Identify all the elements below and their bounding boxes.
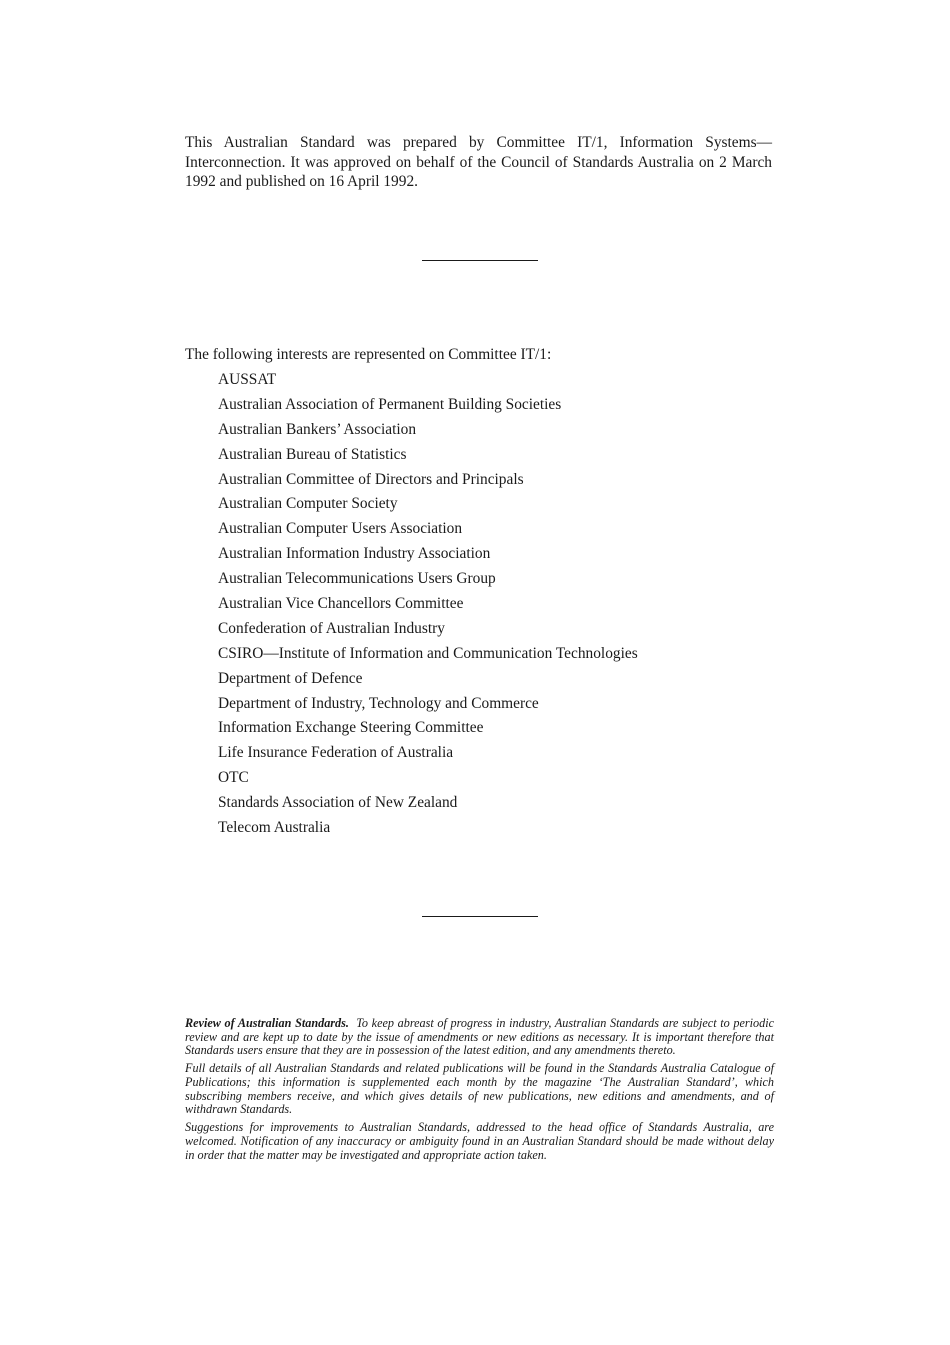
member-item: Department of Industry, Technology and Commerce: [218, 694, 539, 712]
member-item: CSIRO—Institute of Information and Communication Technologies: [218, 644, 638, 662]
member-item: AUSSAT: [218, 371, 277, 388]
member-item: Australian Computer Society: [218, 495, 398, 513]
member-item: Standards Association of New Zealand: [218, 794, 458, 812]
member-item: Telecom Australia: [218, 819, 331, 837]
section-divider-top: [422, 260, 538, 261]
member-item: Australian Vice Chancellors Committee: [218, 595, 464, 613]
member-item: Australian Bankers’ Association: [218, 420, 417, 438]
review-note-title: Review of Australian Standards.: [185, 1016, 349, 1030]
member-item: Australian Computer Users Association: [218, 520, 463, 538]
member-item: Department of Defence: [218, 669, 363, 687]
suggestions-note: Suggestions for improvements to Australian Standards, addressed to the head office of Standards Australia, are welcomed. Notification of any inaccuracy or ambiguity found in an Australian Standard should be made without delay in order that the matter may be investigated and appropriate action taken.: [185, 1120, 774, 1162]
section-divider-bottom: [422, 916, 538, 917]
member-item: OTC: [218, 769, 249, 787]
standards-notes: [185, 1017, 774, 1167]
member-item: Australian Committee of Directors and Principals: [218, 470, 524, 488]
member-item: Australian Association of Permanent Building Societies: [218, 395, 562, 413]
review-note: [185, 1017, 774, 1058]
member-item: Confederation of Australian Industry: [218, 619, 445, 637]
member-item: Life Insurance Federation of Australia: [218, 744, 454, 762]
member-item: Australian Information Industry Association: [218, 545, 491, 563]
publications-note: Full details of all Australian Standards and related publications will be found in the Standards Australia Catalogue of Publications; this information is supplemented each month by the magazine ‘The Australian Standard’, which subscribing members receive, and which gives details of new publications, new editions and amendments, and of withdrawn Standards.: [185, 1061, 774, 1117]
approval-statement: This Australian Standard was prepared by Committee IT/1, Information Systems—Interconnection. It was approved on behalf of the Council of Standards Australia on 2 March 1992 and published on 16 April 1992.: [185, 134, 772, 190]
review-note-text: To keep abreast of progress in industry, Australian Standards are subject to periodic review and are kept up to date by the issue of amendments or new editions as necessary. It is important therefore that Standards users ensure that they are in possession of the latest edition, and any amendments thereto.: [185, 1016, 775, 1058]
committee-members-heading: The following interests are represented on Committee IT/1:: [185, 346, 552, 363]
member-item: Australian Bureau of Statistics: [218, 445, 407, 463]
member-item: Information Exchange Steering Committee: [218, 719, 484, 737]
member-item: Australian Telecommunications Users Group: [218, 570, 496, 588]
committee-members-list: [218, 370, 638, 843]
